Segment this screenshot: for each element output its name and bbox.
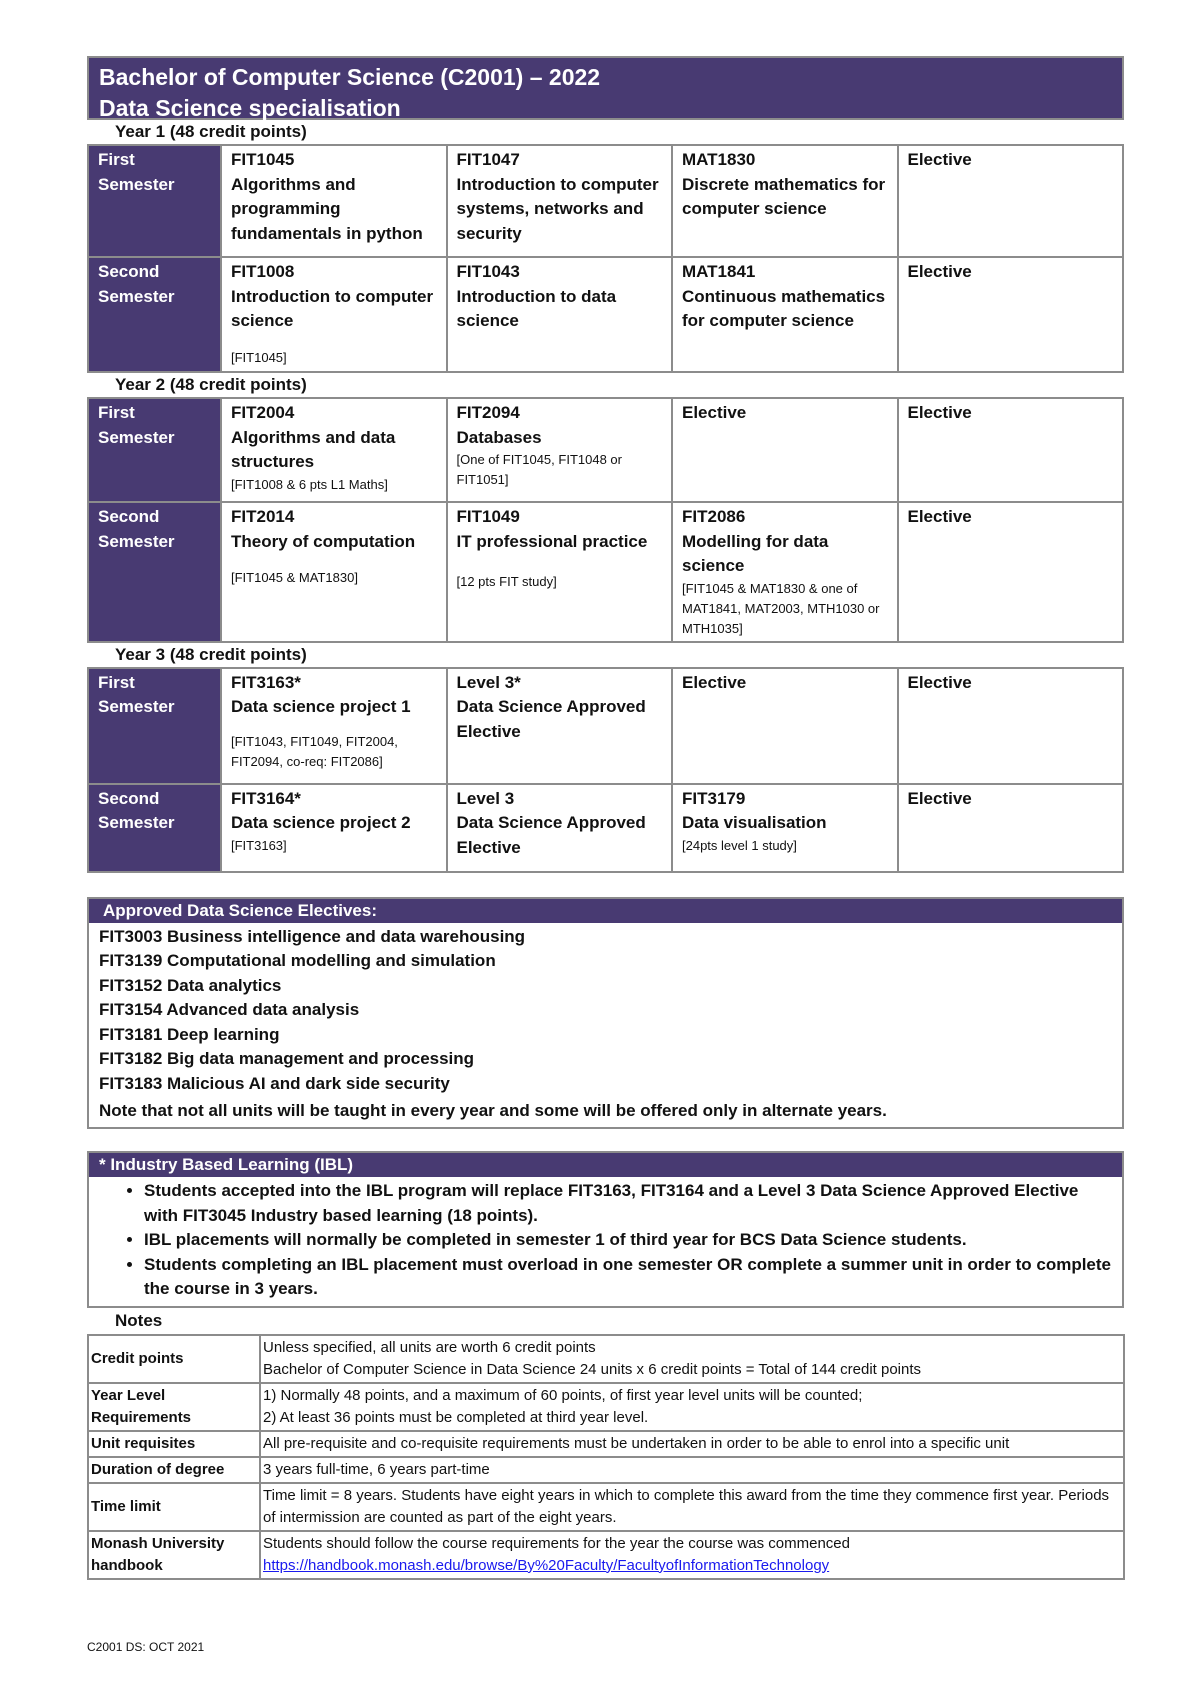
unit-cell [898, 502, 1124, 642]
unit-code: FIT2094 [456, 403, 520, 422]
unit-name: Introduction to computer systems, networks and security [456, 174, 659, 243]
table-row [88, 1531, 1124, 1579]
unit-cell [898, 668, 1124, 784]
unit-code: FIT2086 [682, 507, 746, 526]
unit-prerequisite: [FIT1043, FIT1049, FIT2004, FIT2094, co-req: FIT2086] [231, 733, 398, 769]
ibl-list [89, 1177, 1122, 1306]
page-subtitle: Data Science specialisation [99, 95, 401, 121]
list-item: FIT3183 Malicious AI and dark side security [99, 1073, 450, 1093]
unit-cell [221, 398, 447, 502]
unit-cell [221, 502, 447, 642]
table-row [88, 1383, 1124, 1431]
unit-code: MAT1841 [682, 262, 756, 281]
unit-code: FIT3164* [231, 788, 301, 808]
ibl-box [87, 1151, 1124, 1308]
unit-prerequisite: [One of FIT1045, FIT1048 or FIT1051] [456, 452, 622, 487]
unit-prerequisite: [FIT1045] [231, 349, 287, 365]
unit-cell [898, 784, 1124, 872]
unit-prerequisite: [12 pts FIT study] [456, 574, 557, 589]
unit-code: FIT1008 [231, 262, 295, 281]
notes-value: Students should follow the course requirements for the year the course was commenced https://handbook.monash.edu/browse/By%20Faculty/FacultyofInformationTechnology [260, 1531, 1124, 1579]
list-item: FIT3181 Deep learning [99, 1024, 280, 1044]
unit-cell [447, 257, 673, 372]
unit-prerequisite: [FIT1045 & MAT1830 & one of MAT1841, MAT2003, MTH1030 or MTH1035] [682, 580, 880, 636]
unit-cell [672, 398, 898, 502]
list-item: FIT3154 Advanced data analysis [99, 1000, 360, 1019]
unit-prerequisite: [FIT3163] [231, 837, 287, 853]
semester-row [88, 398, 1123, 502]
unit-name: Modelling for data science [682, 531, 829, 575]
unit-cell [221, 145, 447, 257]
notes-value: Unless specified, all units are worth 6 credit points Bachelor of Computer Science in Data Science 24 units x 6 credit points = Total of 144 credit points [260, 1335, 1124, 1383]
unit-code: FIT2014 [231, 507, 295, 526]
notes-heading: Notes [115, 1310, 163, 1330]
unit-cell [447, 145, 673, 257]
table-row [88, 1431, 1124, 1457]
notes-label: Credit points [88, 1335, 260, 1383]
unit-cell [447, 502, 673, 642]
unit-cell [672, 784, 898, 872]
unit-cell [898, 257, 1124, 372]
year-3-table [87, 667, 1124, 873]
elective-label: Elective [682, 672, 747, 692]
approved-electives-list [89, 923, 1122, 1128]
semester-label: Second Semester [88, 257, 221, 372]
notes-label: Year Level Requirements [88, 1383, 260, 1431]
unit-cell [447, 668, 673, 784]
unit-code: FIT1049 [456, 507, 520, 526]
notes-value: 3 years full-time, 6 years part-time [260, 1457, 1124, 1483]
list-item: FIT3139 Computational modelling and simulation [99, 951, 496, 970]
unit-code: FIT3163* [231, 672, 301, 692]
table-row [88, 1457, 1124, 1483]
year-1-label: Year 1 (48 credit points) [115, 122, 307, 141]
unit-code: MAT1830 [682, 150, 756, 169]
unit-code: Level 3 [456, 788, 515, 808]
unit-name: Algorithms and programming fundamentals in python [231, 174, 423, 243]
unit-name: Theory of computation [231, 531, 416, 551]
unit-cell [447, 784, 673, 872]
unit-name: Data Science Approved Elective [456, 697, 646, 741]
unit-code: FIT1045 [231, 150, 295, 169]
unit-code: FIT3179 [682, 788, 746, 808]
handbook-link[interactable]: https://handbook.monash.edu/browse/By%20Faculty/FacultyofInformationTechnology [263, 1556, 830, 1574]
notes-label: Monash University handbook [88, 1531, 260, 1579]
unit-cell [221, 257, 447, 372]
list-item: • IBL placements will normally be completed in semester 1 of third year for BCS Data Science students. [144, 1228, 1112, 1253]
unit-prerequisite: [24pts level 1 study] [682, 837, 797, 853]
unit-prerequisite: [FIT1045 & MAT1830] [231, 570, 358, 585]
list-item: • Students completing an IBL placement must overload in one semester OR complete a summer unit in order to complete the course in 3 years. [144, 1253, 1112, 1302]
elective-label: Elective [907, 788, 972, 808]
elective-label: Elective [907, 672, 972, 692]
footer-code: C2001 DS: OCT 2021 [87, 1640, 205, 1654]
unit-name: Introduction to computer science [231, 286, 434, 330]
semester-label: First Semester [88, 145, 221, 257]
unit-name: Algorithms and data structures [231, 427, 396, 471]
notes-label: Time limit [88, 1483, 260, 1531]
unit-name: Discrete mathematics for computer science [682, 174, 886, 218]
unit-cell [447, 398, 673, 502]
unit-cell [898, 145, 1124, 257]
notes-value: 1) Normally 48 points, and a maximum of 60 points, of first year level units will be counted; 2) At least 36 points must be completed at third year level. [260, 1383, 1124, 1431]
unit-code: FIT1043 [456, 262, 520, 281]
semester-row [88, 502, 1123, 642]
semester-row [88, 784, 1123, 872]
unit-name: Data science project 1 [231, 697, 411, 716]
year-2-label: Year 2 (48 credit points) [115, 375, 307, 394]
elective-label: Elective [907, 507, 972, 526]
ibl-heading: * Industry Based Learning (IBL) [89, 1153, 1122, 1177]
year-1-table [87, 144, 1124, 373]
electives-note: Note that not all units will be taught in every year and some will be offered only in alternate years. [99, 1101, 887, 1120]
unit-cell [221, 784, 447, 872]
unit-name: Continuous mathematics for computer science [682, 286, 886, 330]
elective-label: Elective [907, 150, 972, 169]
notes-table [87, 1334, 1125, 1580]
unit-cell [672, 145, 898, 257]
notes-value: All pre-requisite and co-requisite requirements must be undertaken in order to be able to enrol into a specific unit [260, 1431, 1124, 1457]
unit-cell [672, 257, 898, 372]
unit-name: Data science project 2 [231, 813, 411, 832]
semester-label: Second Semester [88, 502, 221, 642]
semester-row [88, 257, 1123, 372]
title-bar [87, 56, 1124, 120]
elective-label: Elective [907, 403, 972, 422]
semester-label: First Semester [88, 398, 221, 502]
unit-prerequisite: [FIT1008 & 6 pts L1 Maths] [231, 476, 388, 492]
semester-row [88, 668, 1123, 784]
semester-row [88, 145, 1123, 257]
list-item: • Students accepted into the IBL program will replace FIT3163, FIT3164 and a Level 3 Data Science Approved Elective with FIT3045 Industry based learning (18 points). [144, 1179, 1112, 1228]
notes-value: Time limit = 8 years. Students have eight years in which to complete this award from the time they commence first year. Periods of intermission are counted as part of the eight years. [260, 1483, 1124, 1531]
unit-code: FIT2004 [231, 403, 295, 422]
unit-cell [898, 398, 1124, 502]
notes-label: Duration of degree [88, 1457, 260, 1483]
semester-label: First Semester [88, 668, 221, 784]
year-3-label: Year 3 (48 credit points) [115, 644, 307, 664]
approved-electives-box [87, 897, 1124, 1130]
unit-name: Data Science Approved Elective [456, 813, 646, 857]
unit-name: IT professional practice [456, 531, 648, 551]
unit-name: Introduction to data science [456, 286, 617, 330]
table-row [88, 1335, 1124, 1383]
list-item: FIT3003 Business intelligence and data warehousing [99, 926, 526, 946]
unit-cell [221, 668, 447, 784]
unit-code: Level 3* [456, 672, 521, 692]
page-title: Bachelor of Computer Science (C2001) – 2022 [99, 64, 601, 90]
elective-label: Elective [682, 403, 747, 422]
unit-name: Databases [456, 427, 542, 447]
notes-label: Unit requisites [88, 1431, 260, 1457]
semester-label: Second Semester [88, 784, 221, 872]
unit-code: FIT1047 [456, 150, 520, 169]
list-item: FIT3152 Data analytics [99, 975, 282, 995]
course-map-page [87, 56, 1124, 1580]
elective-label: Elective [907, 262, 972, 281]
unit-cell [672, 502, 898, 642]
approved-electives-heading: Approved Data Science Electives: [89, 899, 1122, 923]
table-row [88, 1483, 1124, 1531]
unit-cell [672, 668, 898, 784]
year-2-table [87, 397, 1124, 643]
unit-name: Data visualisation [682, 813, 827, 832]
list-item: FIT3182 Big data management and processing [99, 1049, 475, 1068]
